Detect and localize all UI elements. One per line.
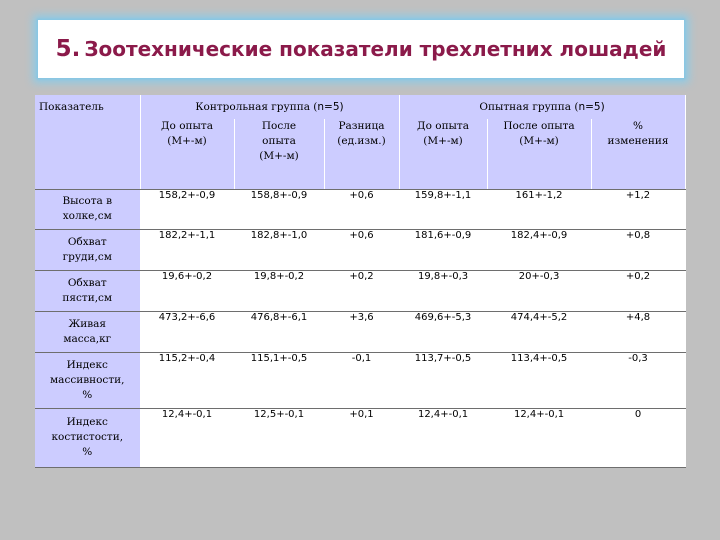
header-exp-percent: % изменения — [591, 119, 685, 189]
header-exp-after: После опыта (М+-м) — [487, 119, 591, 189]
table-header-row-groups — [35, 95, 685, 119]
row-label: Высота в холке,см — [35, 189, 140, 229]
cell-control-after: 476,8+-6,1 — [234, 311, 324, 352]
cell-control-before: 12,4+-0,1 — [140, 408, 234, 467]
cell-control-after: 115,1+-0,5 — [234, 352, 324, 408]
header-exp-before: До опыта (М+-м) — [399, 119, 487, 189]
cell-control-diff: +3,6 — [324, 311, 399, 352]
cell-control-diff: +0,1 — [324, 408, 399, 467]
cell-exp-before: 181,6+-0,9 — [399, 229, 487, 270]
cell-exp-before: 159,8+-1,1 — [399, 189, 487, 229]
slide-title-number: 5. — [55, 36, 81, 62]
table-row — [35, 189, 685, 229]
cell-exp-after: 474,4+-5,2 — [487, 311, 591, 352]
cell-control-after: 182,8+-1,0 — [234, 229, 324, 270]
table-row — [35, 229, 685, 270]
cell-control-after: 12,5+-0,1 — [234, 408, 324, 467]
header-control-before: До опыта (М+-м) — [140, 119, 234, 189]
cell-exp-percent: +0,8 — [591, 229, 685, 270]
table-row — [35, 311, 685, 352]
cell-exp-after: 182,4+-0,9 — [487, 229, 591, 270]
header-control-after: После опыта (М+-м) — [234, 119, 324, 189]
cell-control-diff: +0,6 — [324, 229, 399, 270]
row-label: Индекс костистости, % — [35, 408, 140, 467]
cell-exp-after: 161+-1,2 — [487, 189, 591, 229]
cell-exp-before: 19,8+-0,3 — [399, 270, 487, 311]
slide-title-box — [38, 20, 684, 78]
table-row — [35, 352, 685, 408]
cell-exp-percent: -0,3 — [591, 352, 685, 408]
cell-control-diff: +0,6 — [324, 189, 399, 229]
table-row — [35, 408, 685, 467]
slide-title — [56, 36, 667, 62]
cell-exp-percent: +0,2 — [591, 270, 685, 311]
cell-control-before: 473,2+-6,6 — [140, 311, 234, 352]
horse-indicators-table — [35, 95, 686, 468]
slide-title-text: Зоотехнические показатели трехлетних лошадей — [84, 37, 667, 61]
cell-exp-before: 469,6+-5,3 — [399, 311, 487, 352]
row-label: Индекс массивности, % — [35, 352, 140, 408]
cell-exp-percent: +1,2 — [591, 189, 685, 229]
cell-exp-after: 12,4+-0,1 — [487, 408, 591, 467]
cell-exp-percent: 0 — [591, 408, 685, 467]
cell-control-before: 158,2+-0,9 — [140, 189, 234, 229]
table-row — [35, 270, 685, 311]
cell-control-after: 19,8+-0,2 — [234, 270, 324, 311]
header-indicator: Показатель — [35, 95, 140, 189]
header-experimental-group: Опытная группа (n=5) — [399, 95, 685, 119]
cell-control-before: 115,2+-0,4 — [140, 352, 234, 408]
row-label: Обхват пясти,см — [35, 270, 140, 311]
cell-control-after: 158,8+-0,9 — [234, 189, 324, 229]
row-label: Обхват груди,см — [35, 229, 140, 270]
cell-exp-after: 113,4+-0,5 — [487, 352, 591, 408]
header-control-diff: Разница (ед.изм.) — [324, 119, 399, 189]
header-control-group: Контрольная группа (n=5) — [140, 95, 399, 119]
row-label: Живая масса,кг — [35, 311, 140, 352]
cell-control-diff: +0,2 — [324, 270, 399, 311]
cell-control-before: 182,2+-1,1 — [140, 229, 234, 270]
cell-exp-percent: +4,8 — [591, 311, 685, 352]
cell-control-before: 19,6+-0,2 — [140, 270, 234, 311]
cell-exp-after: 20+-0,3 — [487, 270, 591, 311]
cell-exp-before: 12,4+-0,1 — [399, 408, 487, 467]
cell-control-diff: -0,1 — [324, 352, 399, 408]
cell-exp-before: 113,7+-0,5 — [399, 352, 487, 408]
